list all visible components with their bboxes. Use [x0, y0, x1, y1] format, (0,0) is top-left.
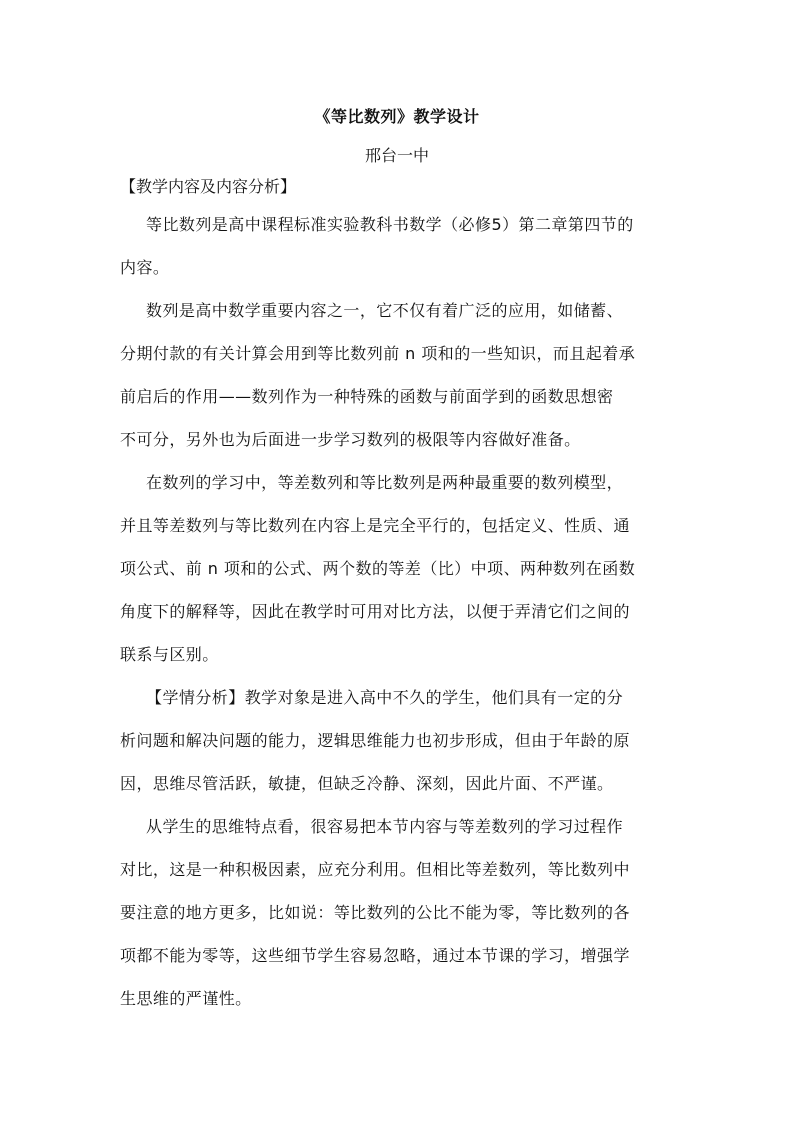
text-line: 等比数列是高中课程标准实验教科书数学（必修5）第二章第四节的 [146, 215, 634, 234]
document-author: 邢台一中 [364, 146, 429, 165]
text-line: 生思维的严谨性。 [120, 989, 252, 1008]
text-line: 角度下的解释等，因此在教学时可用对比方法，以便于弄清它们之间的 [120, 602, 630, 621]
document-title: 《等比数列》教学设计 [314, 107, 480, 126]
text-line: 联系与区别。 [120, 645, 219, 664]
text-line: 数列是高中数学重要内容之一，它不仅有着广泛的应用，如储蓄、 [146, 301, 624, 320]
text-line: 不可分，另外也为后面进一步学习数列的极限等内容做好准备。 [120, 430, 581, 449]
text-line: 内容。 [120, 258, 170, 277]
text-line: 项都不能为零等，这些细节学生容易忽略，通过本节课的学习，增强学 [120, 946, 630, 965]
text-line: 从学生的思维特点看，很容易把本节内容与等差数列的学习过程作 [146, 817, 624, 836]
text-line: 要注意的地方更多，比如说：等比数列的公比不能为零，等比数列的各 [120, 903, 630, 922]
text-line: 并且等差数列与等比数列在内容上是完全平行的，包括定义、性质、通 [120, 516, 630, 535]
text-line: 析问题和解决问题的能力，逻辑思维能力也初步形成，但由于年龄的原 [120, 731, 630, 750]
text-line: 项公式、前 n 项和的公式、两个数的等差（比）中项、两种数列在函数 [120, 559, 636, 578]
text-line: 前启后的作用——数列作为一种特殊的函数与前面学到的函数思想密 [120, 387, 614, 406]
text-line: 在数列的学习中，等差数列和等比数列是两种最重要的数列模型， [146, 473, 624, 492]
text-line: 因，思维尽管活跃，敏捷，但缺乏冷静、深刻，因此片面、不严谨。 [120, 774, 614, 793]
text-line: 分期付款的有关计算会用到等比数列前 n 项和的一些知识，而且起着承 [120, 344, 636, 363]
text-line: 【学情分析】教学对象是进入高中不久的学生，他们具有一定的分 [146, 688, 624, 707]
text-line: 对比，这是一种积极因素，应充分利用。但相比等差数列，等比数列中 [120, 860, 630, 879]
section-heading: 【教学内容及内容分析】 [120, 177, 297, 196]
